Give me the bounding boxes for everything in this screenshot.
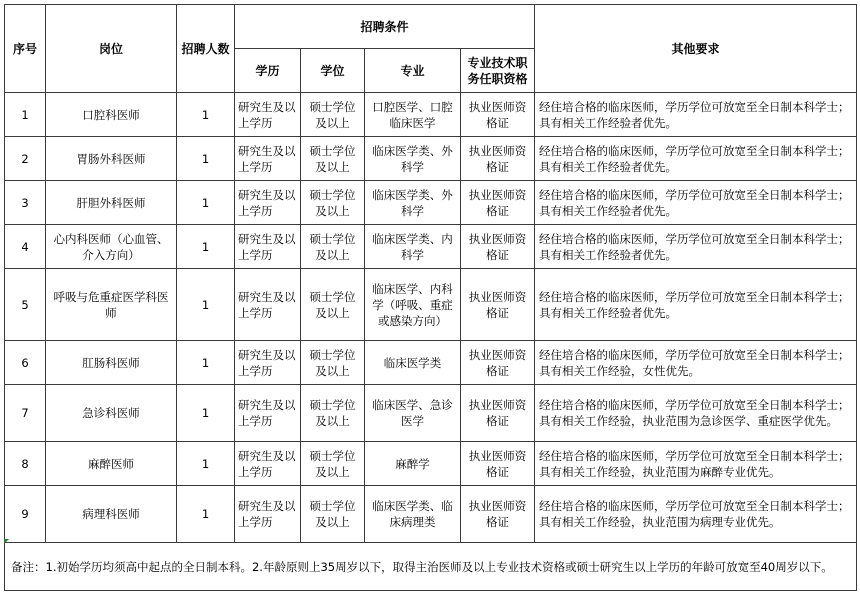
row-position: 呼吸与危重症医学科医师 <box>46 269 177 341</box>
table-row <box>5 385 857 442</box>
header-major: 专业 <box>365 49 461 93</box>
row-qualification: 执业医师资格证 <box>461 341 535 385</box>
row-index: 2 <box>5 137 46 181</box>
row-other: 经住培合格的临床医师，学历学位可放宽至全日制本科学士；具有相关工作经验，执业范围为麻醉专业优先。 <box>535 442 857 486</box>
table-row <box>5 442 857 486</box>
row-degree: 硕士学位及以上 <box>301 181 365 225</box>
row-other: 经住培合格的临床医师，学历学位可放宽至全日制本科学士；具有相关工作经验者优先。 <box>535 269 857 341</box>
row-count: 1 <box>177 486 235 543</box>
row-other: 经住培合格的临床医师，学历学位可放宽至全日制本科学士；具有相关工作经验者优先。 <box>535 93 857 137</box>
row-major: 临床医学类、临床病理类 <box>365 486 461 543</box>
row-degree: 硕士学位及以上 <box>301 269 365 341</box>
row-degree: 硕士学位及以上 <box>301 341 365 385</box>
row-index: 3 <box>5 181 46 225</box>
row-index: 4 <box>5 225 46 269</box>
header-count: 招聘人数 <box>177 5 235 93</box>
row-index: 9 <box>5 486 46 543</box>
row-qualification: 执业医师资格证 <box>461 137 535 181</box>
row-other: 经住培合格的临床医师，学历学位可放宽至全日制本科学士；具有相关工作经验者优先。 <box>535 225 857 269</box>
table-row <box>5 486 857 543</box>
footnote: 备注：1.初始学历均须高中起点的全日制本科。2.年龄原则上35周岁以下，取得主治医师及以上专业技术资格或硕士研究生以上学历的年龄可放宽至40周岁以下。 <box>5 543 857 591</box>
table-row <box>5 137 857 181</box>
row-position: 麻醉医师 <box>46 442 177 486</box>
row-education: 研究生及以上学历 <box>235 137 301 181</box>
row-degree: 硕士学位及以上 <box>301 442 365 486</box>
header-index: 序号 <box>5 5 46 93</box>
row-index: 7 <box>5 385 46 442</box>
row-major: 临床医学类 <box>365 341 461 385</box>
row-qualification: 执业医师资格证 <box>461 486 535 543</box>
table-row <box>5 269 857 341</box>
row-qualification: 执业医师资格证 <box>461 442 535 486</box>
table-row <box>5 225 857 269</box>
row-position: 胃肠外科医师 <box>46 137 177 181</box>
row-qualification: 执业医师资格证 <box>461 93 535 137</box>
row-education: 研究生及以上学历 <box>235 269 301 341</box>
row-index: 6 <box>5 341 46 385</box>
row-major: 口腔医学、口腔临床医学 <box>365 93 461 137</box>
row-education: 研究生及以上学历 <box>235 181 301 225</box>
row-degree: 硕士学位及以上 <box>301 93 365 137</box>
row-degree: 硕士学位及以上 <box>301 486 365 543</box>
cell-corner-marker <box>4 539 9 544</box>
row-position: 口腔科医师 <box>46 93 177 137</box>
row-qualification: 执业医师资格证 <box>461 269 535 341</box>
header-position: 岗位 <box>46 5 177 93</box>
table-row <box>5 181 857 225</box>
row-major: 临床医学类、外科学 <box>365 137 461 181</box>
row-count: 1 <box>177 137 235 181</box>
row-count: 1 <box>177 442 235 486</box>
row-other: 经住培合格的临床医师，学历学位可放宽至全日制本科学士；具有相关工作经验，女性优先。 <box>535 341 857 385</box>
table-row <box>5 341 857 385</box>
row-other: 经住培合格的临床医师，学历学位可放宽至全日制本科学士；具有相关工作经验，执业范围为急诊医学、重症医学优先。 <box>535 385 857 442</box>
row-qualification: 执业医师资格证 <box>461 225 535 269</box>
row-major: 临床医学、内科学（呼吸、重症或感染方向） <box>365 269 461 341</box>
row-qualification: 执业医师资格证 <box>461 385 535 442</box>
row-degree: 硕士学位及以上 <box>301 225 365 269</box>
row-other: 经住培合格的临床医师，学历学位可放宽至全日制本科学士；具有相关工作经验者优先。 <box>535 137 857 181</box>
row-position: 急诊科医师 <box>46 385 177 442</box>
row-education: 研究生及以上学历 <box>235 442 301 486</box>
row-education: 研究生及以上学历 <box>235 93 301 137</box>
header-other: 其他要求 <box>535 5 857 93</box>
row-major: 麻醉学 <box>365 442 461 486</box>
row-education: 研究生及以上学历 <box>235 486 301 543</box>
row-count: 1 <box>177 269 235 341</box>
row-degree: 硕士学位及以上 <box>301 137 365 181</box>
row-major: 临床医学、急诊医学 <box>365 385 461 442</box>
row-major: 临床医学类、内科学 <box>365 225 461 269</box>
row-index: 5 <box>5 269 46 341</box>
row-position: 肛肠科医师 <box>46 341 177 385</box>
row-education: 研究生及以上学历 <box>235 225 301 269</box>
row-position: 病理科医师 <box>46 486 177 543</box>
row-count: 1 <box>177 93 235 137</box>
header-education: 学历 <box>235 49 301 93</box>
row-qualification: 执业医师资格证 <box>461 181 535 225</box>
row-count: 1 <box>177 385 235 442</box>
recruitment-table <box>4 4 857 591</box>
row-other: 经住培合格的临床医师，学历学位可放宽至全日制本科学士；具有相关工作经验，执业范围为病理专业优先。 <box>535 486 857 543</box>
table-row <box>5 93 857 137</box>
row-position: 肝胆外科医师 <box>46 181 177 225</box>
row-position: 心内科医师（心血管、介入方向） <box>46 225 177 269</box>
row-index: 8 <box>5 442 46 486</box>
header-conditions: 招聘条件 <box>235 5 535 49</box>
row-major: 临床医学类、外科学 <box>365 181 461 225</box>
row-count: 1 <box>177 341 235 385</box>
row-count: 1 <box>177 181 235 225</box>
row-education: 研究生及以上学历 <box>235 341 301 385</box>
header-qualification: 专业技术职务任职资格 <box>461 49 535 93</box>
row-index: 1 <box>5 93 46 137</box>
header-degree: 学位 <box>301 49 365 93</box>
row-degree: 硕士学位及以上 <box>301 385 365 442</box>
note-row <box>5 543 857 591</box>
row-other: 经住培合格的临床医师，学历学位可放宽至全日制本科学士；具有相关工作经验者优先。 <box>535 181 857 225</box>
row-count: 1 <box>177 225 235 269</box>
row-education: 研究生及以上学历 <box>235 385 301 442</box>
